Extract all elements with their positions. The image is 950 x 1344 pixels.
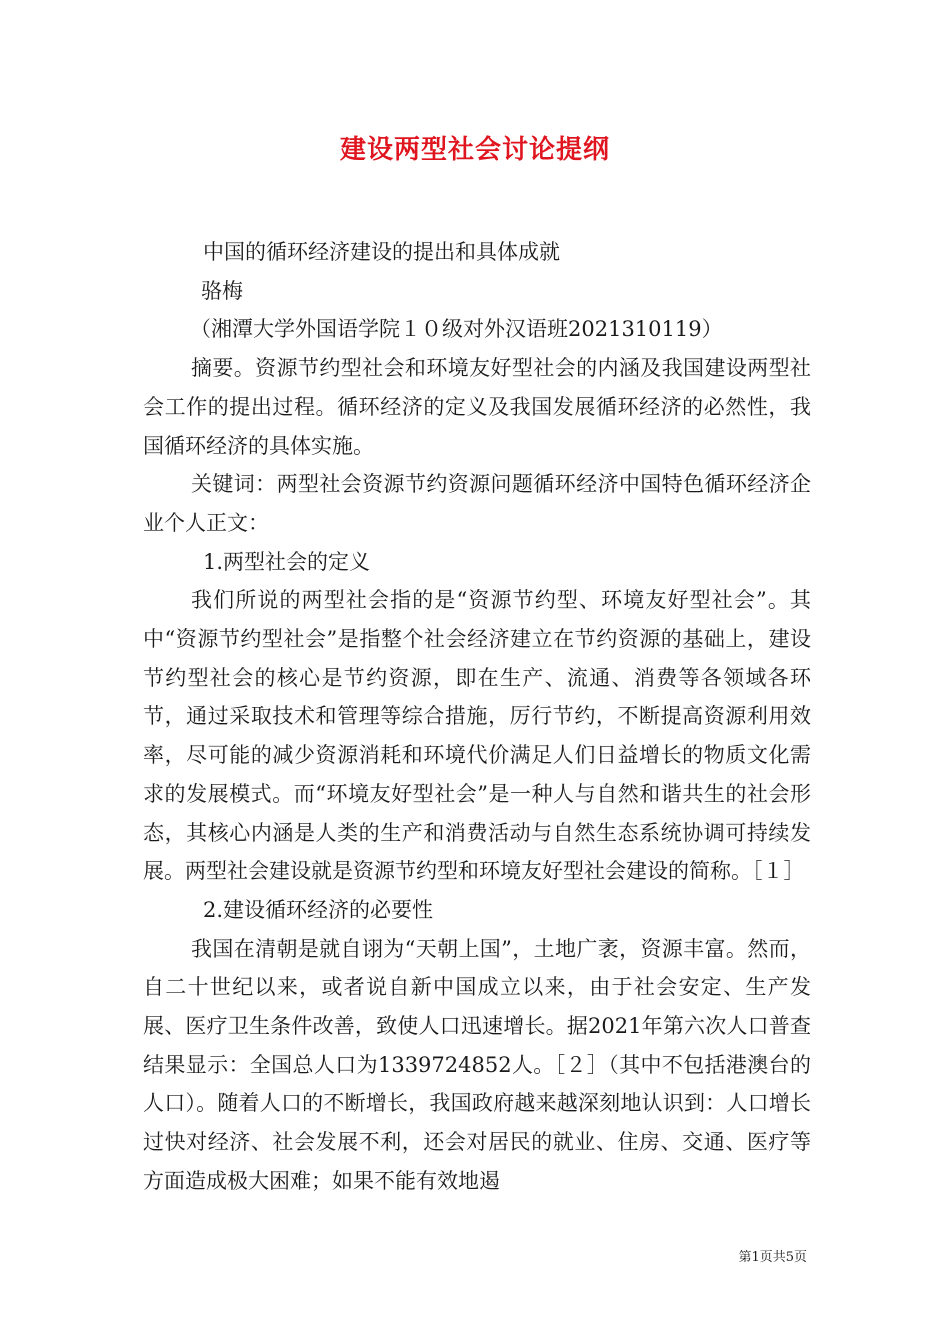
abstract-paragraph: 摘要。资源节约型社会和环境友好型社会的内涵及我国建设两型社会工作的提出过程。循环经济的定义及我国发展循环经济的必然性，我国循环经济的具体实施。 — [143, 356, 811, 458]
section-2-paragraph: 我国在清朝是就自诩为“天朝上国”，土地广袤，资源丰富。然而，自二十世纪以来，或者说自新中国成立以来，由于社会安定、生产发展、医疗卫生条件改善，致使人口迅速增长。据2021年第六次人口普查结果显示：全国总人口为1339724852人。［２］（其中不包括港澳台的人口）。随着人口的不断增长，我国政府越来越深刻地认识到：人口增长过快对经济、社会发展不利，还会对居民的就业、住房、交通、医疗等方面造成极大困难；如果不能有效地遏 — [143, 936, 811, 1193]
section-2-heading: 2.建设循环经济的必要性 — [203, 897, 434, 922]
section-1-heading: 1.两型社会的定义 — [203, 549, 371, 574]
section-1-paragraph: 我们所说的两型社会指的是“资源节约型、环境友好型社会”。其中“资源节约型社会”是指整个社会经济建立在节约资源的基础上，建设节约型社会的核心是节约资源，即在生产、流通、消费等各领域各环节，通过采取技术和管理等综合措施，厉行节约，不断提高资源利用效率，尽可能的减少资源消耗和环境代价满足人们日益增长的物质文化需求的发展模式。而“环境友好型社会”是一种人与自然和谐共生的社会形态，其核心内涵是人类的生产和消费活动与自然生态系统协调可持续发展。两型社会建设就是资源节约型和环境友好型社会建设的简称。［１］ — [143, 588, 811, 884]
keywords-paragraph: 关键词：两型社会资源节约资源问题循环经济中国特色循环经济企业个人正文： — [143, 472, 811, 535]
author-name: 骆梅 — [201, 278, 243, 303]
subtitle: 中国的循环经济建设的提出和具体成就 — [203, 240, 560, 264]
page-number-footer: 第1页共5页 — [738, 1250, 807, 1265]
document-body — [143, 233, 811, 1201]
document-title: 建设两型社会讨论提纲 — [339, 135, 610, 165]
author-affiliation: （湘潭大学外国语学院１０级对外汉语班2021310119） — [190, 317, 723, 342]
